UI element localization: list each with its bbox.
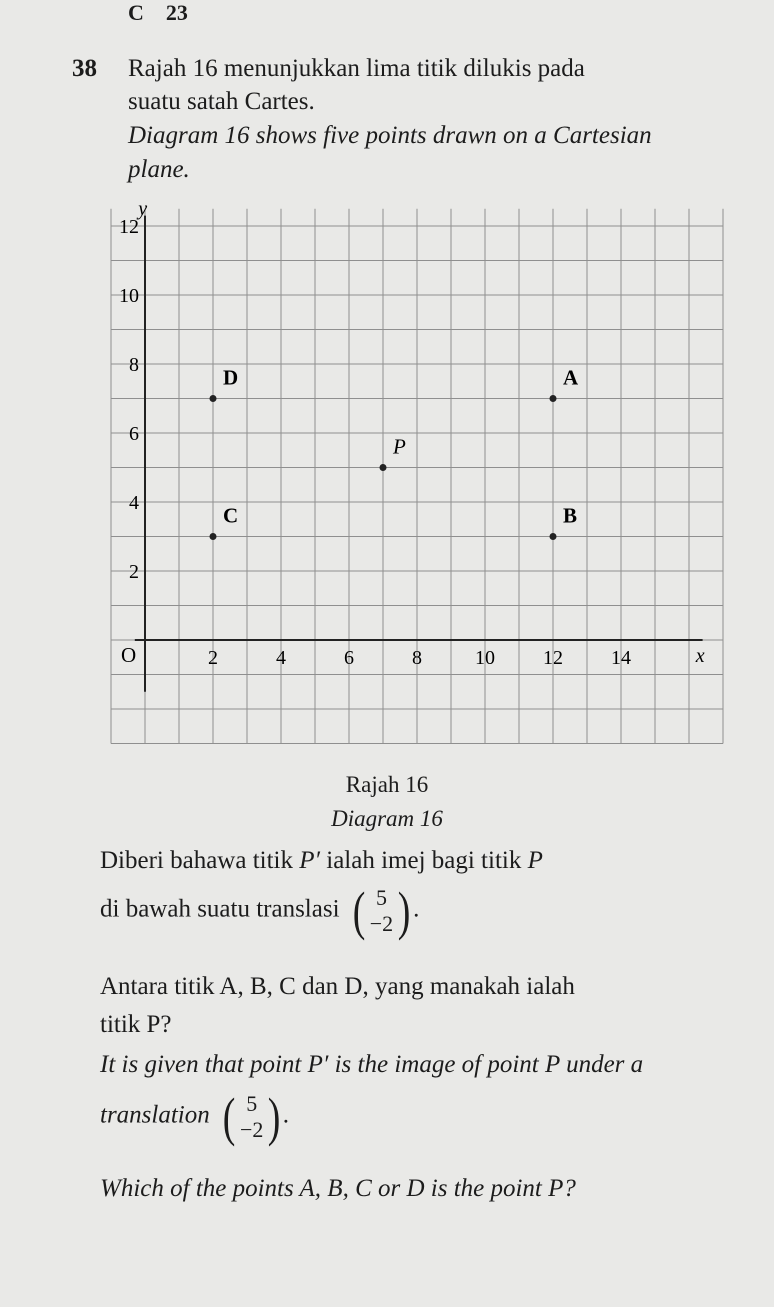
- translation-vector-english: ( 5 −2 ): [222, 1087, 281, 1147]
- english-question: Which of the points A, B, C or D is the point P?: [100, 1175, 576, 1202]
- english-intro-line-2: plane.: [128, 156, 190, 183]
- y-tick-label: 4: [129, 492, 139, 514]
- malay-intro-line-1: Rajah 16 menunjukkan lima titik dilukis pada: [128, 55, 585, 82]
- translation-vector: ( 5 −2 ): [352, 881, 411, 941]
- page-header: [128, 0, 188, 26]
- point-c-label: C: [223, 503, 239, 528]
- x-axis-label: x: [695, 645, 705, 667]
- x-tick-label: 2: [208, 647, 218, 669]
- malay-translation-line: di bawah suatu translasi ( 5 −2 ) .: [100, 881, 420, 941]
- y-tick-label: 6: [129, 423, 139, 445]
- x-tick-label: 8: [412, 647, 422, 669]
- point-b-label: B: [563, 503, 578, 528]
- point-p-prime: P′: [299, 847, 320, 874]
- y-tick-label: 2: [129, 561, 139, 583]
- point-d-label: D: [223, 365, 239, 390]
- x-tick-label: 6: [344, 647, 354, 669]
- x-tick-label: 10: [475, 647, 495, 669]
- malay-given-line: Diberi bahawa titik P′ ialah imej bagi titik P: [100, 847, 543, 874]
- english-translation-line: translation ( 5 −2 ) .: [100, 1087, 290, 1147]
- point-a-label: A: [563, 365, 579, 390]
- section-letter: C: [128, 0, 144, 25]
- english-intro-line-1: Diagram 16 shows five points drawn on a Cartesian: [128, 122, 652, 149]
- cartesian-plane: [0, 180, 774, 750]
- y-axis-label: y: [138, 197, 148, 220]
- point-p-label: P: [393, 434, 406, 459]
- x-tick-label: 12: [543, 647, 563, 669]
- question-number: 38: [72, 55, 97, 82]
- malay-question: Antara titik A, B, C dan D, yang manakah ialah titik P?: [100, 973, 575, 1038]
- english-given-line: It is given that point P′ is the image of point P under a: [100, 1051, 644, 1078]
- caption-english: Diagram 16: [331, 806, 443, 831]
- x-tick-label: 4: [276, 647, 286, 669]
- malay-intro-line-2: suatu satah Cartes.: [128, 88, 315, 115]
- point-c-marker: [210, 533, 217, 540]
- x-tick-label: 14: [611, 647, 631, 669]
- point-a-marker: [550, 395, 557, 402]
- point-p-marker: [380, 464, 387, 471]
- point-d-marker: [210, 395, 217, 402]
- y-tick-label: 12: [119, 216, 139, 238]
- point-b-marker: [550, 533, 557, 540]
- y-tick-label: 8: [129, 354, 139, 376]
- page-number: 23: [165, 0, 188, 25]
- axes: [135, 216, 703, 692]
- caption-malay: Rajah 16: [345, 772, 429, 797]
- origin-label: O: [121, 643, 137, 667]
- y-tick-label: 10: [119, 285, 139, 307]
- points: [210, 366, 580, 541]
